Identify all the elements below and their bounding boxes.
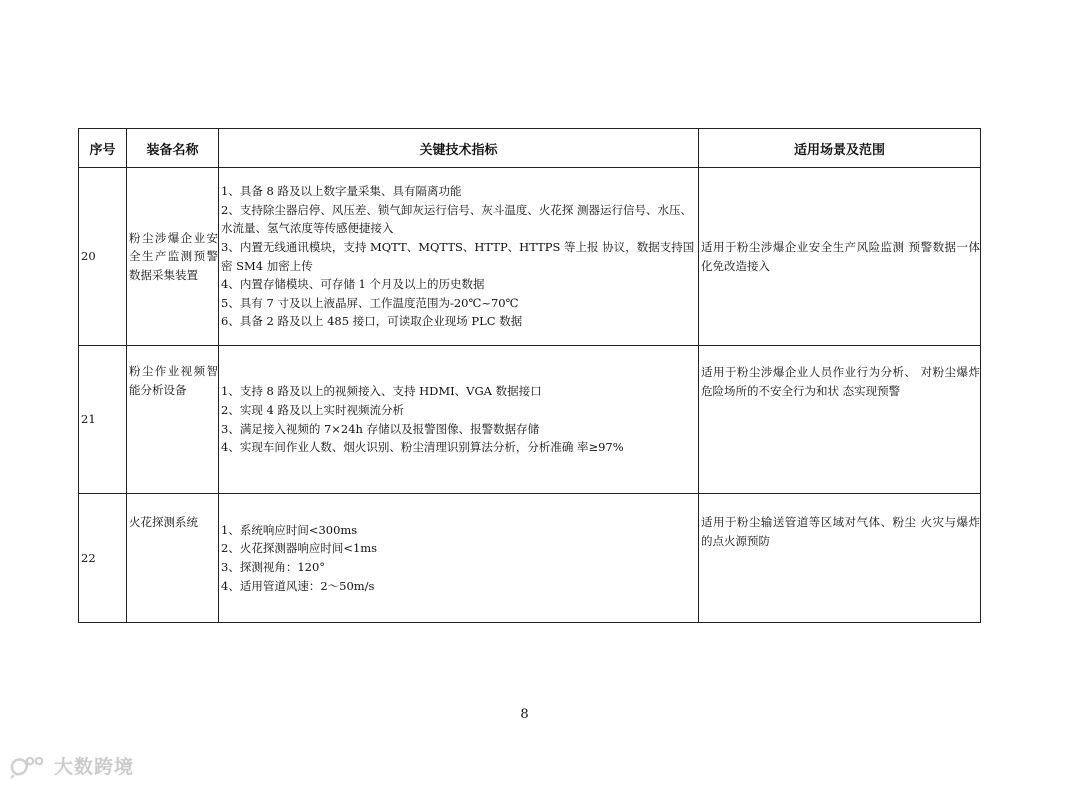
equipment-spec-table bbox=[78, 128, 981, 623]
row-number: 22 bbox=[79, 494, 127, 623]
equipment-name: 粉尘作业视频智能分析设备 bbox=[127, 346, 219, 494]
spec-line: 2、支持除尘器启停、风压差、锁气卸灰运行信号、灰斗温度、火花探 测器运行信号、水压、水流量、氢气浓度等传感便捷接入 bbox=[221, 202, 692, 236]
spec-line: 3、探测视角：120° bbox=[221, 560, 326, 574]
spec-line: 1、支持 8 路及以上的视频接入、支持 HDMI、VGA 数据接口 bbox=[221, 384, 542, 399]
page-number: 8 bbox=[520, 707, 529, 722]
spec-line: 4、实现车间作业人数、烟火识别、粉尘清理识别算法分析，分析准确 率≥97% bbox=[221, 440, 624, 455]
header-name: 装备名称 bbox=[127, 129, 219, 168]
spec-line: 3、满足接入视频的 7×24h 存储以及报警图像、报警数据存储 bbox=[221, 421, 540, 436]
tech-specs bbox=[219, 494, 699, 623]
spec-line: 4、内置存储模块、可存储 1 个月及以上的历史数据 bbox=[221, 277, 485, 292]
tech-specs bbox=[219, 346, 699, 494]
application-scope: 适用于粉尘输送管道等区域对气体、粉尘 火灾与爆炸的点火源预防 bbox=[699, 494, 981, 623]
row-number: 20 bbox=[79, 168, 127, 346]
spec-line: 6、具备 2 路及以上 485 接口，可读取企业现场 PLC 数据 bbox=[221, 314, 523, 329]
table-header-row bbox=[79, 129, 981, 168]
spec-line: 2、实现 4 路及以上实时视频流分析 bbox=[221, 402, 404, 417]
spec-line: 3、内置无线通讯模块，支持 MQTT、MQTTS、HTTP、HTTPS 等上报 协议，数据支持国密 SM4 加密上传 bbox=[221, 239, 695, 273]
header-specs: 关键技术指标 bbox=[219, 129, 699, 168]
watermark-logo-icon bbox=[8, 753, 48, 779]
equipment-name: 火花探测系统 bbox=[127, 494, 219, 623]
header-scene: 适用场景及范围 bbox=[699, 129, 981, 168]
watermark bbox=[8, 752, 134, 779]
spec-line: 1、具备 8 路及以上数字量采集、具有隔离功能 bbox=[221, 184, 462, 199]
spec-line: 4、适用管道风速：2～50m/s bbox=[221, 578, 375, 593]
table-row bbox=[79, 168, 981, 346]
spec-line: 1、系统响应时间<300ms bbox=[221, 522, 358, 537]
tech-specs bbox=[219, 168, 699, 346]
header-no: 序号 bbox=[79, 129, 127, 168]
spec-line: 2、火花探测器响应时间<1ms bbox=[221, 541, 378, 556]
application-scope: 适用于粉尘涉爆企业安全生产风险监测 预警数据一体化免改造接入 bbox=[699, 168, 981, 346]
row-number: 21 bbox=[79, 346, 127, 494]
equipment-name: 粉尘涉爆企业安全生产监测预警数据采集装置 bbox=[127, 168, 219, 346]
application-scope: 适用于粉尘涉爆企业人员作业行为分析、 对粉尘爆炸危险场所的不安全行为和状 态实现预警 bbox=[699, 346, 981, 494]
watermark-text: 大数跨境 bbox=[54, 756, 135, 778]
table-row bbox=[79, 346, 981, 494]
spec-line: 5、具有 7 寸及以上液晶屏、工作温度范围为-20℃~70℃ bbox=[221, 295, 519, 310]
table-row bbox=[79, 494, 981, 623]
